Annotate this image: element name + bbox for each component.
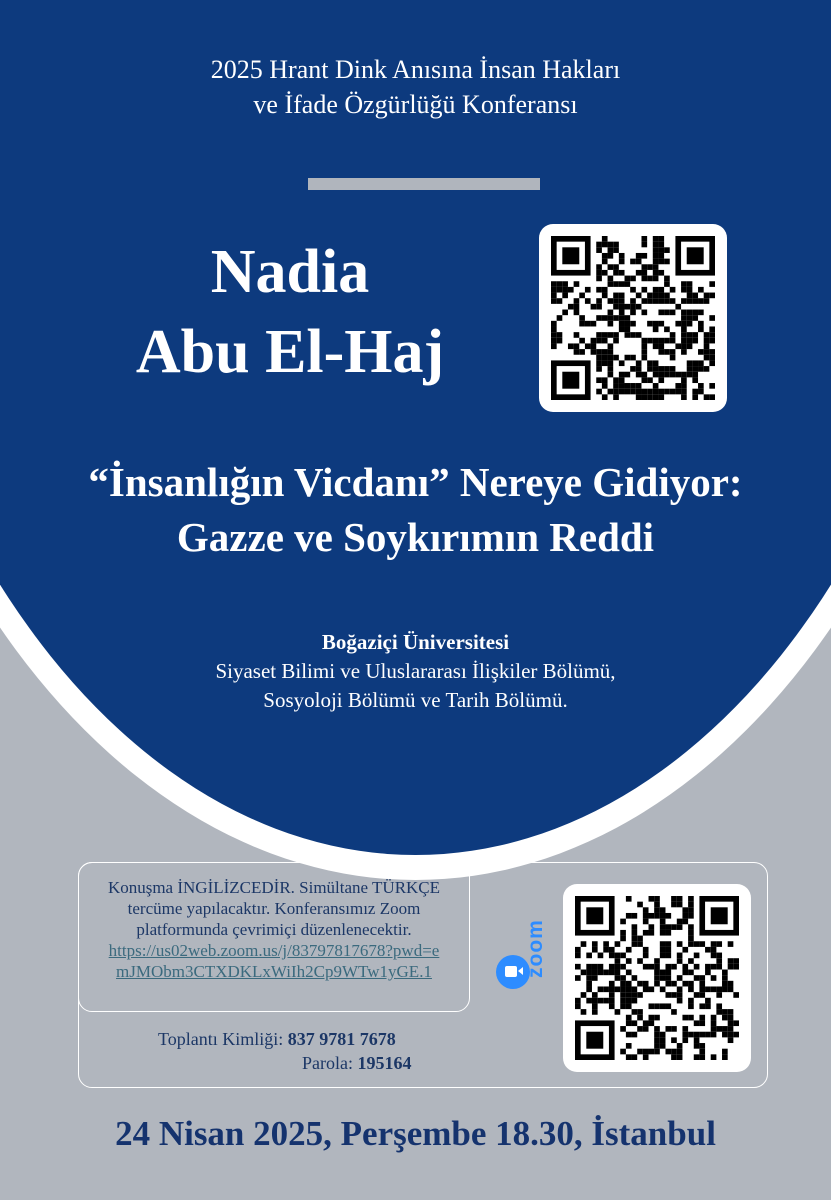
conference-title-line2: ve İfade Özgürlüğü Konferansı	[253, 90, 578, 119]
info-line1: Konuşma İNGİLİZCEDİR. Simültane TÜRKÇE	[107, 878, 441, 897]
zoom-link-line2[interactable]: mJMObm3CTXDKLxWiIh2Cp9WTw1yGE.1	[116, 962, 432, 981]
qr-code-icon	[575, 896, 739, 1060]
zoom-link-line1[interactable]: https://us02web.zoom.us/j/83797817678?pwd=e	[108, 941, 440, 960]
organizer-line3: Sosyoloji Bölümü ve Tarih Bölümü.	[263, 688, 568, 712]
info-line2: tercüme yapılacaktır. Konferansımız Zoom	[127, 899, 421, 918]
zoom-link[interactable]	[89, 940, 459, 982]
zoom-logo-text: zoom	[524, 919, 547, 978]
qr-code-zoom[interactable]	[563, 884, 751, 1072]
meeting-details	[158, 1027, 458, 1075]
event-date: 24 Nisan 2025, Perşembe 18.30, İstanbul	[115, 1114, 716, 1153]
talk-title	[0, 455, 831, 565]
conference-title	[0, 52, 831, 122]
speaker-last-name: Abu El-Haj	[135, 318, 445, 386]
qr-code-icon	[551, 236, 715, 400]
organizer	[0, 628, 831, 715]
divider-bar	[308, 178, 540, 190]
passcode-value: 195164	[357, 1053, 412, 1073]
speaker-first-name: Nadia	[210, 238, 370, 306]
talk-title-line1: “İnsanlığın Vicdanı” Nereye Gidiyor:	[88, 459, 743, 505]
organizer-university: Boğaziçi Üniversitesi	[321, 630, 510, 654]
organizer-line2: Siyaset Bilimi ve Uluslararası İlişkiler Bölümü,	[215, 659, 616, 683]
meeting-id-label: Toplantı Kimliği:	[158, 1029, 284, 1049]
passcode-label: Parola:	[302, 1053, 353, 1073]
info-line3: platformunda çevrimiçi düzenlenecektir.	[136, 920, 412, 939]
conference-title-line1: 2025 Hrant Dink Anısına İnsan Hakları	[210, 55, 621, 84]
language-info-box	[78, 862, 470, 1012]
qr-code-top[interactable]	[539, 224, 727, 412]
meeting-id-value: 837 9781 7678	[287, 1029, 396, 1049]
talk-title-line2: Gazze ve Soykırımın Reddi	[176, 514, 655, 560]
speaker-name	[70, 232, 510, 392]
